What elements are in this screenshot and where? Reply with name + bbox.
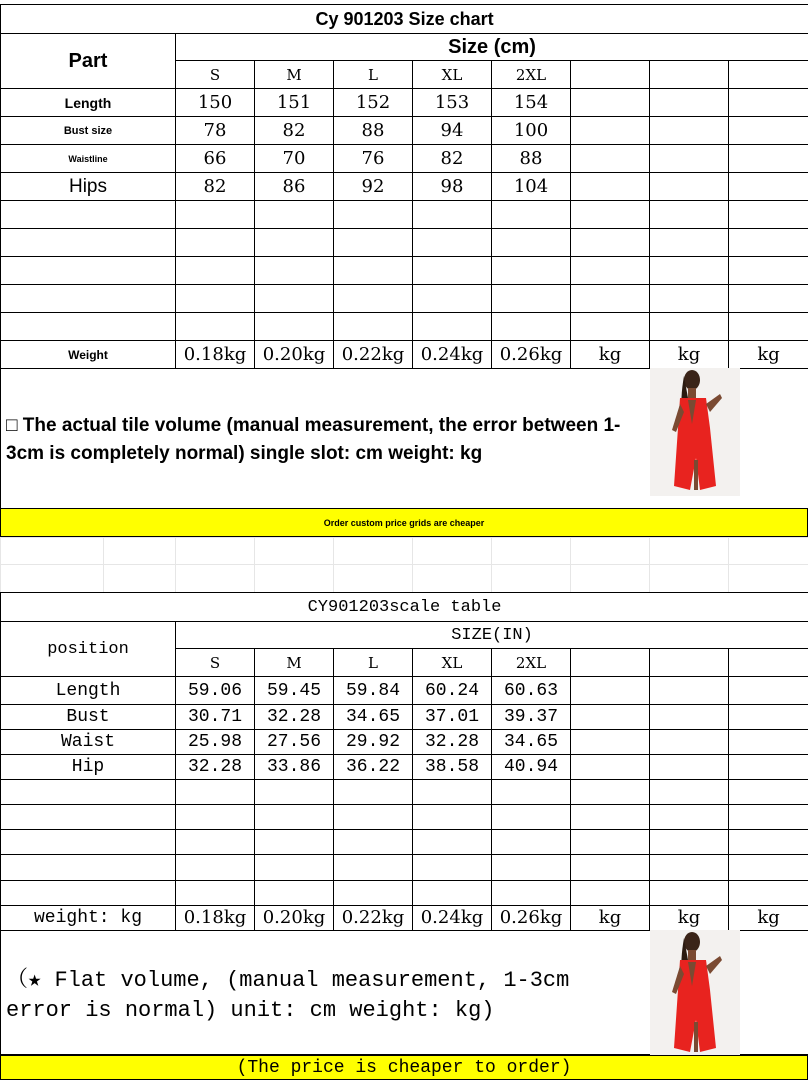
value-cell: 32.28 [176, 755, 255, 780]
row-label-length: Length [1, 89, 176, 117]
value-cell: 27.56 [255, 730, 334, 755]
table-row [1, 755, 808, 780]
weight-cell: kg [650, 905, 729, 930]
empty-cell [571, 649, 650, 677]
size-col-s: S [176, 61, 255, 89]
empty-cell [571, 705, 650, 730]
empty-cell [729, 61, 808, 89]
value-cell: 34.65 [492, 730, 571, 755]
empty-cell [571, 61, 650, 89]
table-row [1, 705, 808, 730]
weight-row [1, 341, 808, 369]
value-cell: 98 [413, 173, 492, 201]
empty-row [1, 880, 808, 905]
weight-cell: 0.24kg [413, 905, 492, 930]
size-col-l: L [334, 649, 413, 677]
empty-cell [571, 730, 650, 755]
value-cell: 40.94 [492, 755, 571, 780]
weight-cell: 0.24kg [413, 341, 492, 369]
empty-row [1, 780, 808, 805]
weight-row [1, 905, 808, 930]
value-cell: 33.86 [255, 755, 334, 780]
size-col-xl: XL [413, 61, 492, 89]
value-cell: 76 [334, 145, 413, 173]
row-label-hips: Hips [1, 173, 176, 201]
value-cell: 34.65 [334, 705, 413, 730]
value-cell: 59.84 [334, 677, 413, 705]
value-cell: 104 [492, 173, 571, 201]
value-cell: 36.22 [334, 755, 413, 780]
size-col-m: M [255, 61, 334, 89]
order-banner-text: (The price is cheaper to order) [236, 1057, 572, 1078]
empty-cell [729, 145, 808, 173]
size-col-2xl: 2XL [492, 649, 571, 677]
row-label-length: Length [1, 677, 176, 705]
empty-row [1, 805, 808, 830]
value-cell: 32.28 [413, 730, 492, 755]
empty-cell [571, 677, 650, 705]
scale-table-title: CY901203scale table [1, 593, 808, 622]
empty-cell [729, 755, 808, 780]
empty-cell [729, 89, 808, 117]
value-cell: 154 [492, 89, 571, 117]
value-cell: 66 [176, 145, 255, 173]
value-cell: 60.24 [413, 677, 492, 705]
measurement-note: □ The actual tile volume (manual measurement, the error between 1-3cm is completely normal) single slot: cm weight: kg [6, 415, 621, 464]
empty-cell [729, 730, 808, 755]
product-photo [650, 930, 740, 1058]
weight-cell: 0.26kg [492, 905, 571, 930]
row-label-bust: Bust [1, 705, 176, 730]
table-row [1, 89, 808, 117]
empty-row [1, 830, 808, 855]
empty-cell [729, 649, 808, 677]
size-in-header: SIZE(IN) [176, 622, 808, 649]
dress-model-image [650, 368, 740, 496]
value-cell: 37.01 [413, 705, 492, 730]
weight-cell: 0.22kg [334, 905, 413, 930]
value-cell: 59.45 [255, 677, 334, 705]
weight-cell: 0.26kg [492, 341, 571, 369]
price-banner-text: Order custom price grids are cheaper [323, 517, 485, 528]
value-cell: 151 [255, 89, 334, 117]
weight-cell: kg [571, 905, 650, 930]
value-cell: 39.37 [492, 705, 571, 730]
empty-cell [650, 649, 729, 677]
product-photo [650, 368, 740, 496]
empty-cell [650, 61, 729, 89]
size-col-l: L [334, 61, 413, 89]
flat-volume-note: （★ Flat volume, (manual measurement, 1-3cm error is normal) unit: cm weight: kg) [6, 968, 570, 1023]
empty-cell [650, 730, 729, 755]
value-cell: 29.92 [334, 730, 413, 755]
empty-cell [650, 755, 729, 780]
value-cell: 88 [334, 117, 413, 145]
weight-cell: 0.18kg [176, 905, 255, 930]
empty-cell [571, 755, 650, 780]
price-banner [0, 508, 808, 537]
empty-cell [571, 145, 650, 173]
value-cell: 70 [255, 145, 334, 173]
table-row [1, 677, 808, 705]
value-cell: 100 [492, 117, 571, 145]
empty-cell [650, 705, 729, 730]
dress-model-image [650, 930, 740, 1058]
empty-row [1, 257, 808, 285]
empty-cell [650, 145, 729, 173]
size-chart-title: Cy 901203 Size chart [1, 5, 808, 34]
value-cell: 150 [176, 89, 255, 117]
empty-cell [729, 173, 808, 201]
value-cell: 152 [334, 89, 413, 117]
size-cm-header: Size (cm) [176, 34, 808, 61]
value-cell: 82 [176, 173, 255, 201]
empty-cell [729, 117, 808, 145]
table-row [1, 117, 808, 145]
weight-cell: 0.20kg [255, 905, 334, 930]
row-label-bust-size: Bust size [1, 117, 176, 145]
value-cell: 38.58 [413, 755, 492, 780]
empty-cell [571, 117, 650, 145]
value-cell: 30.71 [176, 705, 255, 730]
empty-cell [571, 173, 650, 201]
empty-cell [571, 89, 650, 117]
empty-cell [729, 677, 808, 705]
weight-cell: kg [650, 341, 729, 369]
weight-cell: 0.18kg [176, 341, 255, 369]
empty-cell [650, 173, 729, 201]
weight-cell: kg [571, 341, 650, 369]
weight-label: weight: kg [1, 905, 176, 930]
table-row [1, 145, 808, 173]
value-cell: 94 [413, 117, 492, 145]
empty-row [1, 201, 808, 229]
row-label-hip: Hip [1, 755, 176, 780]
order-banner [0, 1055, 808, 1080]
empty-cell [650, 117, 729, 145]
size-col-m: M [255, 649, 334, 677]
empty-cell [729, 705, 808, 730]
table-row [1, 730, 808, 755]
size-col-s: S [176, 649, 255, 677]
empty-cell [650, 89, 729, 117]
position-header: position [1, 622, 176, 677]
table-row [1, 173, 808, 201]
value-cell: 25.98 [176, 730, 255, 755]
value-cell: 88 [492, 145, 571, 173]
weight-cell: kg [729, 905, 808, 930]
value-cell: 32.28 [255, 705, 334, 730]
spacer-grid [0, 537, 808, 593]
row-label-waistline: Waistline [1, 145, 176, 173]
value-cell: 82 [255, 117, 334, 145]
empty-row [1, 229, 808, 257]
weight-cell: kg [729, 341, 808, 369]
weight-cell: 0.22kg [334, 341, 413, 369]
value-cell: 92 [334, 173, 413, 201]
value-cell: 82 [413, 145, 492, 173]
value-cell: 78 [176, 117, 255, 145]
weight-label: Weight [1, 341, 176, 369]
weight-cell: 0.20kg [255, 341, 334, 369]
value-cell: 153 [413, 89, 492, 117]
row-label-waist: Waist [1, 730, 176, 755]
value-cell: 59.06 [176, 677, 255, 705]
value-cell: 60.63 [492, 677, 571, 705]
value-cell: 86 [255, 173, 334, 201]
empty-row [1, 285, 808, 313]
empty-row [1, 313, 808, 341]
empty-row [1, 855, 808, 880]
empty-cell [650, 677, 729, 705]
size-col-xl: XL [413, 649, 492, 677]
part-header: Part [1, 34, 176, 89]
size-col-2xl: 2XL [492, 61, 571, 89]
